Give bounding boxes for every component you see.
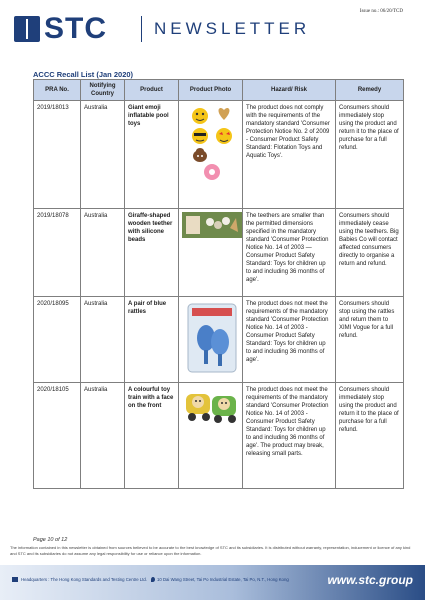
product-photo bbox=[179, 101, 243, 209]
website-link[interactable]: www.stc.group bbox=[327, 573, 413, 587]
notifying-country: Australia bbox=[81, 297, 125, 383]
pra-number: 2020/18095 bbox=[34, 297, 81, 383]
table-row bbox=[34, 383, 404, 489]
disclaimer: The information contained in this newsletter is obtained from sources believed to be accurate to the best knowledge of STC and its subsidiaries. It is distributed without warranty, representation, inducement or licence of any kind and STC and its subsidiaries do not assume any legal responsibility for use or reliance upon the information. bbox=[10, 545, 411, 556]
emoji-pool-toys-image bbox=[182, 104, 242, 182]
table-header-row bbox=[34, 80, 404, 101]
table-row bbox=[34, 297, 404, 383]
product-name: Giraffe-shaped wooden teether with silicone beads bbox=[125, 209, 179, 297]
pra-number: 2019/18078 bbox=[34, 209, 81, 297]
column-header-hazard: Hazard/ Risk bbox=[243, 80, 336, 101]
remedy: Consumers should immediately stop using the product and return it to the place of purchase for a full refund. bbox=[336, 101, 404, 209]
column-header-country: Notifying Country bbox=[81, 80, 125, 101]
product-name: A colourful toy train with a face on the front bbox=[125, 383, 179, 489]
headquarters-address: 10 Dai Wang Street, Tai Po Industrial Estate, Tai Po, N.T., Hong Kong bbox=[156, 577, 289, 582]
product-name: A pair of blue rattles bbox=[125, 297, 179, 383]
product-name: Giant emoji inflatable pool toys bbox=[125, 101, 179, 209]
footer-bar bbox=[0, 565, 425, 600]
recall-table bbox=[33, 79, 404, 489]
remedy: Consumers should stop using the rattles and return them to XIMI Vogue for a full refund. bbox=[336, 297, 404, 383]
pra-number: 2020/18105 bbox=[34, 383, 81, 489]
headquarters-info bbox=[12, 577, 289, 582]
brand-name: STC bbox=[44, 12, 107, 45]
notifying-country: Australia bbox=[81, 209, 125, 297]
headquarters-name: Headquarters : The Hong Kong Standards and Testing Centre Ltd. bbox=[21, 577, 147, 582]
toy-train-image bbox=[182, 386, 242, 426]
hazard-risk: The product does not meet the requirements of the mandatory standard 'Consumer Protection Notice No. 14 of 2003 - Consumer Product Safety Standard: Toys for children up to and including 36 months of age'. bbox=[243, 297, 336, 383]
remedy: Consumers should immediately stop using the product and return it to the place of purchase for a full refund. bbox=[336, 383, 404, 489]
table-row bbox=[34, 209, 404, 297]
stc-logo-icon bbox=[14, 16, 40, 42]
column-header-product: Product bbox=[125, 80, 179, 101]
blue-rattles-image bbox=[182, 300, 242, 376]
newsletter-header bbox=[0, 0, 425, 62]
building-icon bbox=[12, 577, 18, 582]
hazard-risk: The product does not comply with the requirements of the mandatory standard 'Consumer Protection Notice No. 2 of 2009 - Consumer Product Safety Standard: Flotation Toys and Aquatic Toys'. bbox=[243, 101, 336, 209]
column-header-pra: PRA No. bbox=[34, 80, 81, 101]
header-divider bbox=[141, 16, 142, 42]
issue-number: Issue no.: 06/20/TCD bbox=[359, 9, 403, 14]
notifying-country: Australia bbox=[81, 101, 125, 209]
giraffe-teether-image bbox=[182, 212, 242, 238]
location-pin-icon bbox=[151, 577, 155, 582]
remedy: Consumers should immediately cease using the teethers. Big Babies Co will contact affected consumers directly to organise a return and refund. bbox=[336, 209, 404, 297]
column-header-photo: Product Photo bbox=[179, 80, 243, 101]
table-row bbox=[34, 101, 404, 209]
newsletter-title: NEWSLETTER bbox=[154, 19, 311, 38]
hazard-risk: The product does not meet the requirements of the mandatory standard 'Consumer Protection Notice No. 14 of 2003 - Consumer Product Safety Standard: Toys for children up to and including 36 months of age'. The product may break, releasing small parts. bbox=[243, 383, 336, 489]
page-number: Page 10 of 12 bbox=[33, 537, 68, 543]
hazard-risk: The teethers are smaller than the permitted dimensions specified in the mandatory standard 'Consumer Protection Notice No. 14 of 2003 — Consumer Product Safety Standard: Toys for children up to and including 36 months of age'. bbox=[243, 209, 336, 297]
notifying-country: Australia bbox=[81, 383, 125, 489]
product-photo bbox=[179, 383, 243, 489]
product-photo bbox=[179, 209, 243, 297]
pra-number: 2019/18013 bbox=[34, 101, 81, 209]
section-title: ACCC Recall List (Jan 2020) bbox=[33, 70, 134, 79]
product-photo bbox=[179, 297, 243, 383]
column-header-remedy: Remedy bbox=[336, 80, 404, 101]
